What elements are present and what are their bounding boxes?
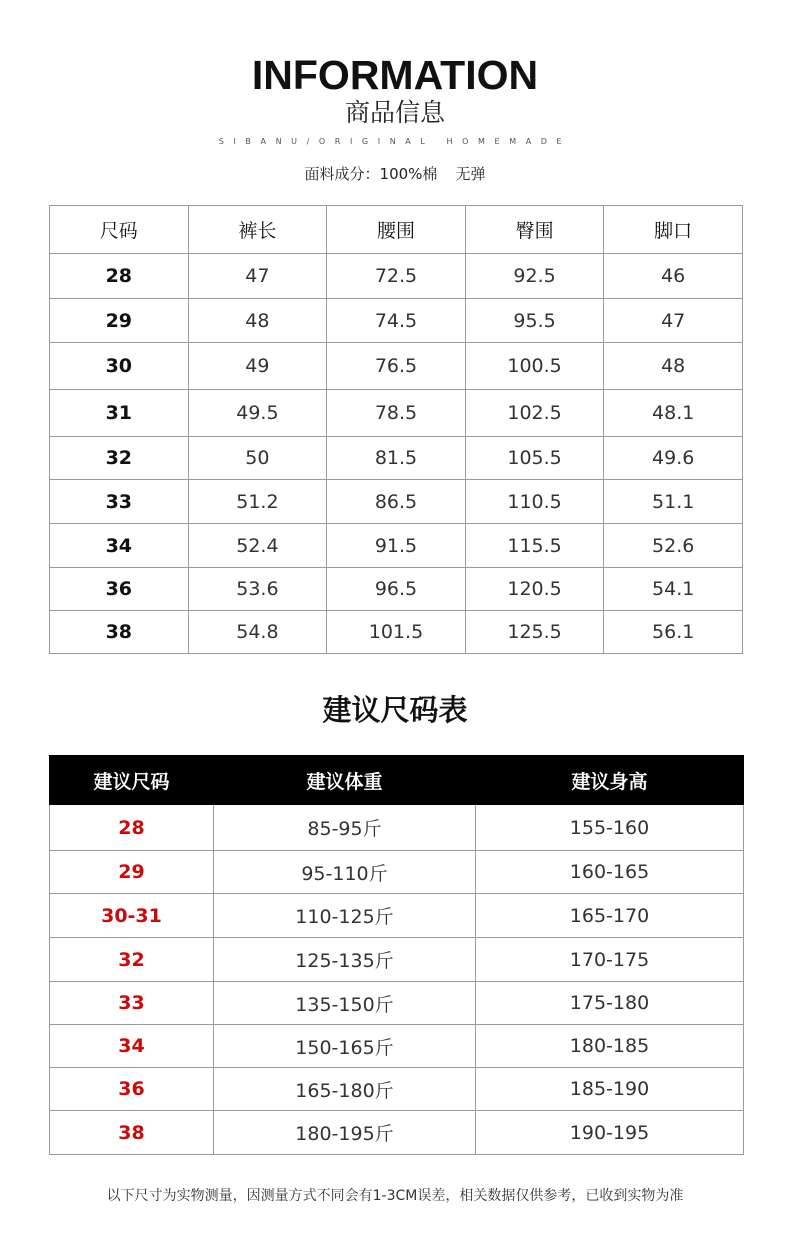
waist-cell: 91.5 bbox=[327, 524, 466, 568]
pants-length-cell: 52.4 bbox=[188, 524, 327, 568]
hip-cell: 110.5 bbox=[465, 480, 604, 524]
waist-cell: 72.5 bbox=[327, 254, 466, 299]
leg-opening-cell: 46 bbox=[604, 254, 743, 299]
recommended-size-cell: 28 bbox=[50, 805, 214, 851]
size-table bbox=[49, 205, 743, 654]
fabric-info bbox=[0, 163, 790, 185]
recommendation-title: 建议尺码表 bbox=[322, 693, 468, 727]
size-table-row bbox=[50, 524, 743, 568]
header-leg-opening: 脚口 bbox=[604, 206, 743, 254]
recommended-size-cell: 36 bbox=[50, 1068, 214, 1111]
page-subtitle: 商品信息 bbox=[344, 98, 445, 127]
hip-cell: 92.5 bbox=[465, 254, 604, 299]
waist-cell: 74.5 bbox=[327, 299, 466, 343]
pants-length-cell: 49 bbox=[188, 343, 327, 390]
size-cell: 30 bbox=[50, 343, 189, 390]
waist-cell: 101.5 bbox=[327, 611, 466, 654]
recommended-weight-cell: 85-95斤 bbox=[214, 805, 476, 851]
header-waist: 腰围 bbox=[327, 206, 466, 254]
recommendation-row bbox=[50, 1068, 744, 1111]
recommended-weight-cell: 95-110斤 bbox=[214, 851, 476, 894]
header-recommended-weight: 建议体重 bbox=[214, 756, 476, 805]
recommendation-row bbox=[50, 1111, 744, 1155]
recommended-size-cell: 32 bbox=[50, 938, 214, 982]
leg-opening-cell: 54.1 bbox=[604, 568, 743, 611]
recommendation-row bbox=[50, 938, 744, 982]
recommended-weight-cell: 165-180斤 bbox=[214, 1068, 476, 1111]
recommendation-row bbox=[50, 851, 744, 894]
recommended-size-cell: 38 bbox=[50, 1111, 214, 1155]
header-hip: 臀围 bbox=[465, 206, 604, 254]
size-cell: 28 bbox=[50, 254, 189, 299]
size-cell: 32 bbox=[50, 437, 189, 480]
recommended-weight-cell: 150-165斤 bbox=[214, 1025, 476, 1068]
size-table-row bbox=[50, 480, 743, 524]
size-table-row bbox=[50, 343, 743, 390]
brand-line: SIBANU/ORIGINAL HOMEMADE bbox=[218, 137, 572, 146]
recommended-weight-cell: 125-135斤 bbox=[214, 938, 476, 982]
leg-opening-cell: 56.1 bbox=[604, 611, 743, 654]
waist-cell: 78.5 bbox=[327, 390, 466, 437]
recommended-height-cell: 155-160 bbox=[476, 805, 744, 851]
recommendation-row bbox=[50, 1025, 744, 1068]
recommended-height-cell: 175-180 bbox=[476, 982, 744, 1025]
waist-cell: 76.5 bbox=[327, 343, 466, 390]
recommendation-row bbox=[50, 894, 744, 938]
leg-opening-cell: 49.6 bbox=[604, 437, 743, 480]
hip-cell: 120.5 bbox=[465, 568, 604, 611]
recommended-height-cell: 190-195 bbox=[476, 1111, 744, 1155]
pants-length-cell: 47 bbox=[188, 254, 327, 299]
header-recommended-height: 建议身高 bbox=[476, 756, 744, 805]
recommended-height-cell: 160-165 bbox=[476, 851, 744, 894]
size-table-row bbox=[50, 299, 743, 343]
header-size: 尺码 bbox=[50, 206, 189, 254]
recommendation-row bbox=[50, 982, 744, 1025]
size-cell: 36 bbox=[50, 568, 189, 611]
pants-length-cell: 54.8 bbox=[188, 611, 327, 654]
leg-opening-cell: 48 bbox=[604, 343, 743, 390]
recommended-height-cell: 180-185 bbox=[476, 1025, 744, 1068]
size-table-row bbox=[50, 437, 743, 480]
recommendation-row bbox=[50, 805, 744, 851]
hip-cell: 105.5 bbox=[465, 437, 604, 480]
leg-opening-cell: 48.1 bbox=[604, 390, 743, 437]
hip-cell: 125.5 bbox=[465, 611, 604, 654]
size-cell: 38 bbox=[50, 611, 189, 654]
header-pants-length: 裤长 bbox=[188, 206, 327, 254]
fabric-composition: 面料成分：100%棉 bbox=[304, 165, 438, 183]
pants-length-cell: 49.5 bbox=[188, 390, 327, 437]
size-cell: 29 bbox=[50, 299, 189, 343]
waist-cell: 81.5 bbox=[327, 437, 466, 480]
size-table-row bbox=[50, 611, 743, 654]
recommended-height-cell: 185-190 bbox=[476, 1068, 744, 1111]
size-cell: 31 bbox=[50, 390, 189, 437]
recommended-size-cell: 30-31 bbox=[50, 894, 214, 938]
recommendation-header-row bbox=[50, 756, 744, 805]
recommended-weight-cell: 180-195斤 bbox=[214, 1111, 476, 1155]
recommended-weight-cell: 135-150斤 bbox=[214, 982, 476, 1025]
pants-length-cell: 50 bbox=[188, 437, 327, 480]
size-table-row bbox=[50, 568, 743, 611]
stretch-info: 无弹 bbox=[455, 165, 486, 183]
leg-opening-cell: 51.1 bbox=[604, 480, 743, 524]
header-recommended-size: 建议尺码 bbox=[50, 756, 214, 805]
size-table-row bbox=[50, 390, 743, 437]
pants-length-cell: 53.6 bbox=[188, 568, 327, 611]
hip-cell: 95.5 bbox=[465, 299, 604, 343]
hip-cell: 100.5 bbox=[465, 343, 604, 390]
pants-length-cell: 51.2 bbox=[188, 480, 327, 524]
hip-cell: 102.5 bbox=[465, 390, 604, 437]
size-cell: 33 bbox=[50, 480, 189, 524]
recommended-size-cell: 29 bbox=[50, 851, 214, 894]
recommended-size-cell: 34 bbox=[50, 1025, 214, 1068]
hip-cell: 115.5 bbox=[465, 524, 604, 568]
page-title: INFORMATION bbox=[251, 52, 539, 98]
recommended-height-cell: 165-170 bbox=[476, 894, 744, 938]
pants-length-cell: 48 bbox=[188, 299, 327, 343]
size-table-header-row bbox=[50, 206, 743, 254]
leg-opening-cell: 47 bbox=[604, 299, 743, 343]
waist-cell: 96.5 bbox=[327, 568, 466, 611]
size-cell: 34 bbox=[50, 524, 189, 568]
recommended-weight-cell: 110-125斤 bbox=[214, 894, 476, 938]
footnote: 以下尺寸为实物测量，因测量方式不同会有1-3CM误差，相关数据仅供参考，已收到实物为准 bbox=[106, 1188, 684, 1204]
recommendation-table bbox=[49, 755, 744, 1155]
recommended-height-cell: 170-175 bbox=[476, 938, 744, 982]
leg-opening-cell: 52.6 bbox=[604, 524, 743, 568]
recommended-size-cell: 33 bbox=[50, 982, 214, 1025]
size-table-row bbox=[50, 254, 743, 299]
waist-cell: 86.5 bbox=[327, 480, 466, 524]
